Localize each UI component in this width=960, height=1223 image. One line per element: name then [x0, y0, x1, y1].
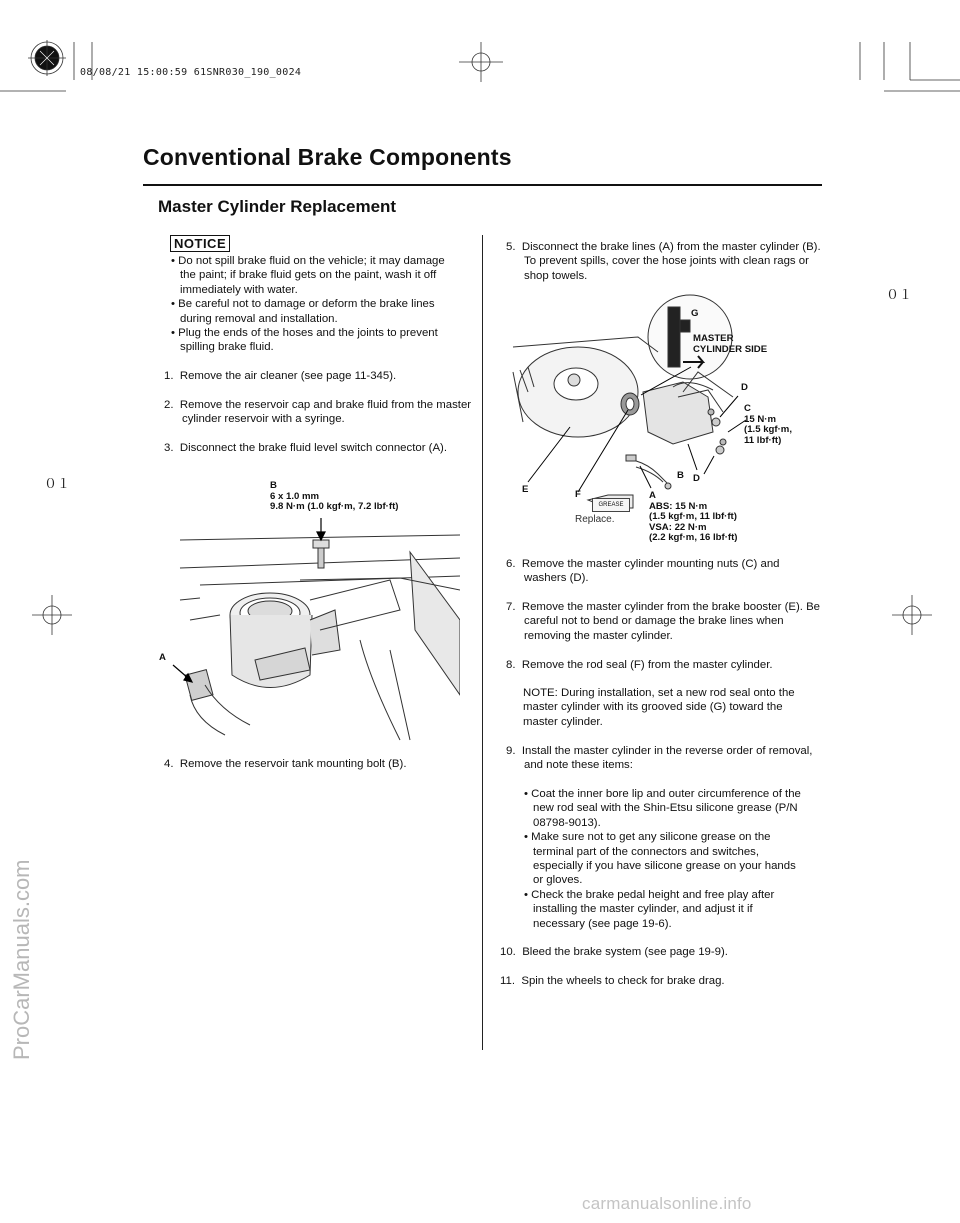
step-3: 3. Disconnect the brake fluid level switch connector (A). — [164, 442, 448, 454]
notice-label: NOTICE — [170, 235, 230, 252]
header-rule — [143, 184, 822, 186]
step-4: 4. Remove the reservoir tank mounting bolt (B). — [164, 758, 407, 770]
step-2: 2. Remove the reservoir cap and brake fluid from the master cylinder reservoir with a syringe. — [164, 399, 472, 426]
replace-caption: Replace. — [575, 514, 615, 525]
fig2-label-f: F — [575, 489, 581, 500]
fig1-label-b: B 6 x 1.0 mm 9.8 N·m (1.0 kgf·m, 7.2 lbf·ft) — [270, 480, 399, 512]
section-title: Conventional Brake Components — [143, 144, 512, 170]
reservoir-illustration — [160, 480, 460, 750]
step-8: 8. Remove the rod seal (F) from the master cylinder. — [506, 659, 773, 671]
step-9-bullet: • Make sure not to get any silicone grease on the terminal part of the connectors and switches, especially if you have silicone grease on your hands or gloves. — [524, 831, 796, 887]
column-divider — [482, 235, 483, 1050]
notice-bullet: • Be careful not to damage or deform the brake lines during removal and installation. — [171, 298, 435, 325]
fig1-label-a: A — [159, 652, 166, 663]
step-9: 9. Install the master cylinder in the reverse order of removal, and note these items: — [506, 745, 813, 772]
fig2-label-g: G — [691, 308, 699, 319]
step-10: 10. Bleed the brake system (see page 19-9). — [500, 946, 728, 958]
step-9-bullets — [522, 787, 802, 931]
page-mark-right: ０１ — [886, 288, 913, 303]
step-11: 11. Spin the wheels to check for brake drag. — [500, 975, 725, 987]
step-7: 7. Remove the master cylinder from the brake booster (E). Be careful not to bend or damage the brake lines when removing the master cylinder. — [506, 601, 821, 642]
fig2-label-b: B — [677, 470, 684, 481]
bottom-watermark: carmanualsonline.info — [582, 1194, 752, 1213]
fig2-label-c: C 15 N·m (1.5 kgf·m, 11 lbf·ft) — [744, 403, 792, 446]
step-5: 5. Disconnect the brake lines (A) from the master cylinder (B). To prevent spills, cover the hose joints with clean rags or shop towels. — [506, 241, 821, 282]
notice-bullet: • Plug the ends of the hoses and the joints to prevent spilling brake fluid. — [171, 327, 438, 354]
notice-bullet: • Do not spill brake fluid on the vehicle; it may damage the paint; if brake fluid gets on the paint, wash it off immediately with water. — [171, 255, 445, 296]
fig2-label-d2: D — [693, 473, 700, 484]
grease-box: GREASE — [592, 498, 630, 512]
fig2-label-master-side: MASTER CYLINDER SIDE — [693, 333, 768, 355]
step-6: 6. Remove the master cylinder mounting nuts (C) and washers (D). — [506, 558, 780, 585]
subsection-title: Master Cylinder Replacement — [158, 197, 397, 216]
step-9-bullet: • Check the brake pedal height and free play after installing the master cylinder, and adjust it if necessary (see page 19-6). — [524, 888, 775, 930]
notice-bullets — [169, 254, 461, 355]
fig2-label-a: A ABS: 15 N·m (1.5 kgf·m, 11 lbf·ft) VSA: 22 N·m (2.2 kgf·m, 16 lbf·ft) — [649, 490, 738, 543]
fig2-label-e: E — [522, 484, 529, 495]
page-mark-left: ０１ — [44, 477, 71, 492]
print-timestamp: 08/08/21 15:00:59 61SNR030_190_0024 — [80, 67, 302, 78]
step-1: 1. Remove the air cleaner (see page 11-345). — [164, 370, 397, 382]
fig2-label-d1: D — [741, 382, 748, 393]
side-watermark: ProCarManuals.com — [9, 859, 34, 1060]
step-8-note: NOTE: During installation, set a new rod seal onto the master cylinder with its grooved side (G) toward the master cylinder. — [523, 687, 795, 728]
step-9-bullet: • Coat the inner bore lip and outer circumference of the new rod seal with the Shin-Etsu silicone grease (P/N 08798-9013). — [524, 788, 801, 829]
